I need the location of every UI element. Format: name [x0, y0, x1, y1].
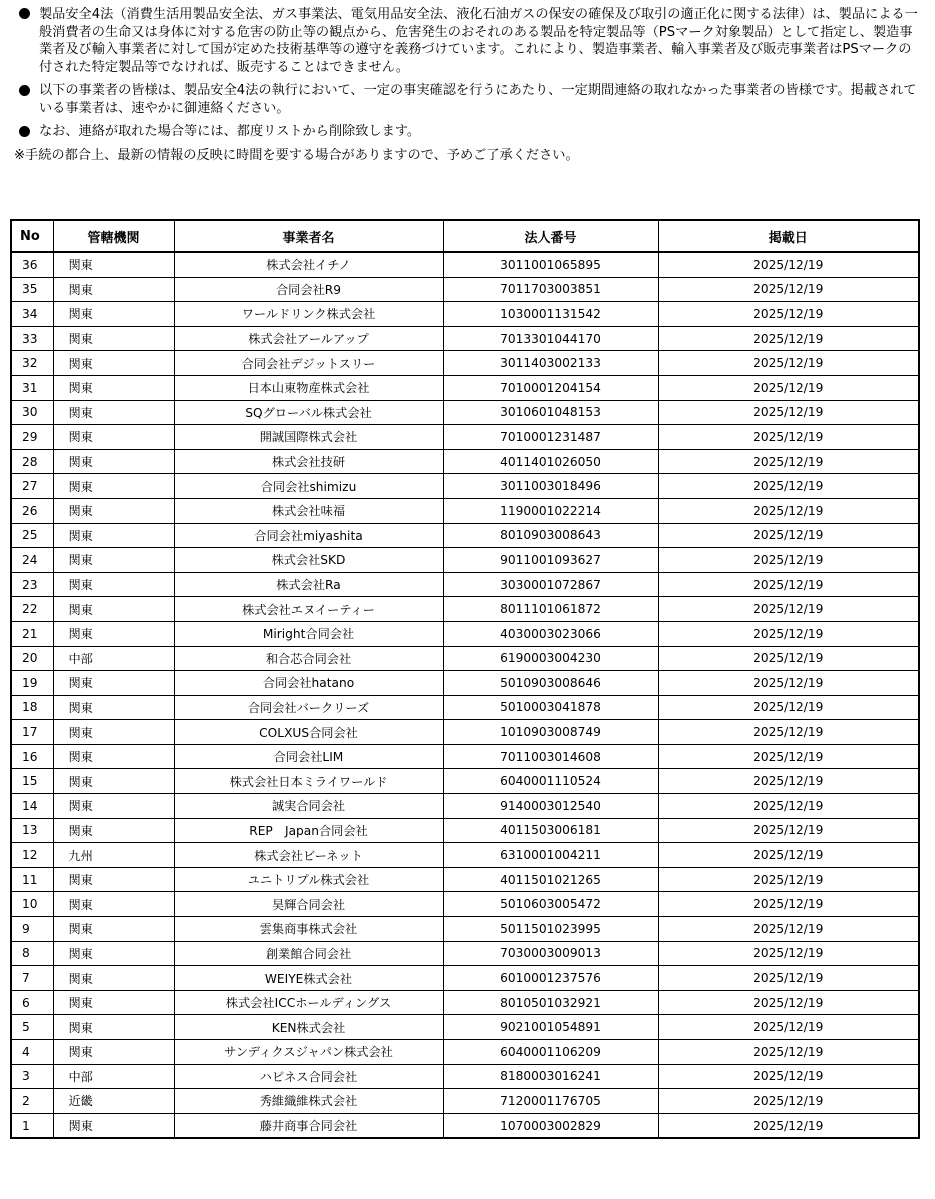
- cell-business-name: 株式会社技研: [174, 449, 443, 474]
- cell-posted-date: 2025/12/19: [658, 695, 919, 720]
- header-office: 管轄機関: [53, 220, 174, 252]
- cell-corporate-number: 4011401026050: [443, 449, 658, 474]
- cell-posted-date: 2025/12/19: [658, 671, 919, 696]
- cell-business-name: サンディクスジャパン株式会社: [174, 1040, 443, 1065]
- cell-no: 7: [11, 966, 53, 991]
- bullet-dot-icon: [19, 8, 30, 19]
- cell-office: 関東: [53, 990, 174, 1015]
- notice-text-ps-law: 製品安全4法（消費生活用製品安全法、ガス事業法、電気用品安全法、液化石油ガスの保安の確保及び取引の適正化に関する法律）は、製品による一般消費者の生命又は身体に対する危害の防止等の観点から、危害発生のおそれのある製品を特定製品等（PSマーク対象製品）として指定し、製造事業者及び輸入事業者に対して国が定めた技術基準等の遵守を義務づけています。これにより、製造事業者、輸入事業者及び販売事業者はPSマークの付された特定製品等でなければ、販売することはできません。: [39, 7, 918, 75]
- cell-office: 関東: [53, 523, 174, 548]
- table-row: [11, 302, 919, 327]
- cell-posted-date: 2025/12/19: [658, 1113, 919, 1138]
- cell-posted-date: 2025/12/19: [658, 818, 919, 843]
- cell-corporate-number: 7011703003851: [443, 277, 658, 302]
- cell-corporate-number: 8011101061872: [443, 597, 658, 622]
- cell-no: 2: [11, 1089, 53, 1114]
- header-no: No: [11, 220, 53, 252]
- cell-office: 関東: [53, 1040, 174, 1065]
- cell-business-name: 日本山東物産株式会社: [174, 375, 443, 400]
- cell-business-name: ユニトリプル株式会社: [174, 867, 443, 892]
- cell-business-name: 株式会社Ra: [174, 572, 443, 597]
- bullet-dot-icon: [19, 126, 30, 137]
- notice-bullet: [14, 6, 919, 76]
- table-row: [11, 351, 919, 376]
- cell-posted-date: 2025/12/19: [658, 646, 919, 671]
- cell-posted-date: 2025/12/19: [658, 474, 919, 499]
- cell-no: 30: [11, 400, 53, 425]
- cell-posted-date: 2025/12/19: [658, 548, 919, 573]
- cell-no: 5: [11, 1015, 53, 1040]
- cell-no: 27: [11, 474, 53, 499]
- cell-office: 中部: [53, 1064, 174, 1089]
- cell-business-name: 株式会社アールアップ: [174, 326, 443, 351]
- cell-no: 22: [11, 597, 53, 622]
- cell-no: 11: [11, 867, 53, 892]
- cell-posted-date: 2025/12/19: [658, 326, 919, 351]
- cell-posted-date: 2025/12/19: [658, 252, 919, 277]
- cell-office: 関東: [53, 671, 174, 696]
- table-row: [11, 1089, 919, 1114]
- table-row: [11, 941, 919, 966]
- cell-corporate-number: 7030003009013: [443, 941, 658, 966]
- cell-office: 関東: [53, 744, 174, 769]
- cell-business-name: 株式会社日本ミライワールド: [174, 769, 443, 794]
- table-row: [11, 867, 919, 892]
- cell-business-name: Miright合同会社: [174, 621, 443, 646]
- cell-business-name: SQグローバル株式会社: [174, 400, 443, 425]
- cell-posted-date: 2025/12/19: [658, 941, 919, 966]
- cell-business-name: ワールドリンク株式会社: [174, 302, 443, 327]
- cell-business-name: 誠実合同会社: [174, 794, 443, 819]
- cell-posted-date: 2025/12/19: [658, 351, 919, 376]
- cell-office: 関東: [53, 621, 174, 646]
- cell-posted-date: 2025/12/19: [658, 375, 919, 400]
- table-row: [11, 449, 919, 474]
- cell-posted-date: 2025/12/19: [658, 277, 919, 302]
- header-business-name: 事業者名: [174, 220, 443, 252]
- cell-posted-date: 2025/12/19: [658, 892, 919, 917]
- cell-corporate-number: 5010903008646: [443, 671, 658, 696]
- table-row: [11, 744, 919, 769]
- cell-business-name: 株式会社SKD: [174, 548, 443, 573]
- cell-posted-date: 2025/12/19: [658, 794, 919, 819]
- cell-no: 21: [11, 621, 53, 646]
- cell-office: 関東: [53, 449, 174, 474]
- cell-corporate-number: 1030001131542: [443, 302, 658, 327]
- cell-office: 関東: [53, 474, 174, 499]
- cell-corporate-number: 9021001054891: [443, 1015, 658, 1040]
- table-row: [11, 400, 919, 425]
- cell-business-name: COLXUS合同会社: [174, 720, 443, 745]
- cell-business-name: REP Japan合同会社: [174, 818, 443, 843]
- table-row: [11, 892, 919, 917]
- cell-corporate-number: 7010001231487: [443, 425, 658, 450]
- notice-section: [14, 6, 919, 164]
- cell-posted-date: 2025/12/19: [658, 621, 919, 646]
- cell-no: 16: [11, 744, 53, 769]
- cell-office: 関東: [53, 695, 174, 720]
- cell-corporate-number: 6040001106209: [443, 1040, 658, 1065]
- cell-office: 関東: [53, 400, 174, 425]
- cell-corporate-number: 7010001204154: [443, 375, 658, 400]
- cell-corporate-number: 6040001110524: [443, 769, 658, 794]
- cell-corporate-number: 7120001176705: [443, 1089, 658, 1114]
- table-row: [11, 917, 919, 942]
- table-row: [11, 326, 919, 351]
- cell-posted-date: 2025/12/19: [658, 449, 919, 474]
- cell-office: 関東: [53, 818, 174, 843]
- cell-office: 関東: [53, 326, 174, 351]
- cell-no: 36: [11, 252, 53, 277]
- header-corporate-number: 法人番号: [443, 220, 658, 252]
- table-row: [11, 498, 919, 523]
- cell-posted-date: 2025/12/19: [658, 769, 919, 794]
- cell-office: 関東: [53, 867, 174, 892]
- table-header-row: [11, 220, 919, 252]
- cell-office: 近畿: [53, 1089, 174, 1114]
- table-row: [11, 990, 919, 1015]
- cell-business-name: 藤井商事合同会社: [174, 1113, 443, 1138]
- cell-no: 9: [11, 917, 53, 942]
- table-row: [11, 1040, 919, 1065]
- cell-business-name: 株式会社ICCホールディングス: [174, 990, 443, 1015]
- cell-office: 関東: [53, 302, 174, 327]
- cell-corporate-number: 4011501021265: [443, 867, 658, 892]
- cell-no: 8: [11, 941, 53, 966]
- cell-business-name: 株式会社味福: [174, 498, 443, 523]
- cell-no: 31: [11, 375, 53, 400]
- cell-posted-date: 2025/12/19: [658, 572, 919, 597]
- cell-corporate-number: 6310001004211: [443, 843, 658, 868]
- cell-business-name: WEIYE株式会社: [174, 966, 443, 991]
- cell-no: 13: [11, 818, 53, 843]
- unreachable-business-table: [10, 219, 920, 1139]
- table-row: [11, 671, 919, 696]
- table-row: [11, 1064, 919, 1089]
- cell-corporate-number: 3011403002133: [443, 351, 658, 376]
- cell-corporate-number: 3011003018496: [443, 474, 658, 499]
- cell-no: 26: [11, 498, 53, 523]
- cell-no: 24: [11, 548, 53, 573]
- table-row: [11, 474, 919, 499]
- cell-posted-date: 2025/12/19: [658, 867, 919, 892]
- cell-corporate-number: 5010003041878: [443, 695, 658, 720]
- table-row: [11, 966, 919, 991]
- bullet-dot-icon: [19, 85, 30, 96]
- cell-no: 19: [11, 671, 53, 696]
- cell-office: 関東: [53, 1113, 174, 1138]
- cell-posted-date: 2025/12/19: [658, 1040, 919, 1065]
- cell-office: 関東: [53, 1015, 174, 1040]
- table-row: [11, 523, 919, 548]
- cell-business-name: 秀維織維株式会社: [174, 1089, 443, 1114]
- cell-office: 関東: [53, 794, 174, 819]
- cell-corporate-number: 8010501032921: [443, 990, 658, 1015]
- cell-office: 関東: [53, 425, 174, 450]
- cell-business-name: 雲集商事株式会社: [174, 917, 443, 942]
- cell-office: 関東: [53, 941, 174, 966]
- cell-business-name: 合同会社shimizu: [174, 474, 443, 499]
- cell-corporate-number: 7013301044170: [443, 326, 658, 351]
- cell-posted-date: 2025/12/19: [658, 720, 919, 745]
- cell-business-name: 合同会社バークリーズ: [174, 695, 443, 720]
- cell-business-name: ハピネス合同会社: [174, 1064, 443, 1089]
- cell-office: 関東: [53, 597, 174, 622]
- cell-business-name: 株式会社ビーネット: [174, 843, 443, 868]
- cell-corporate-number: 3030001072867: [443, 572, 658, 597]
- table-row: [11, 1015, 919, 1040]
- cell-no: 23: [11, 572, 53, 597]
- cell-office: 関東: [53, 769, 174, 794]
- cell-no: 25: [11, 523, 53, 548]
- cell-corporate-number: 6190003004230: [443, 646, 658, 671]
- table-row: [11, 1113, 919, 1138]
- cell-corporate-number: 1070003002829: [443, 1113, 658, 1138]
- table-row: [11, 548, 919, 573]
- cell-posted-date: 2025/12/19: [658, 523, 919, 548]
- cell-office: 関東: [53, 966, 174, 991]
- cell-corporate-number: 5011501023995: [443, 917, 658, 942]
- table-row: [11, 277, 919, 302]
- cell-corporate-number: 6010001237576: [443, 966, 658, 991]
- cell-business-name: KEN株式会社: [174, 1015, 443, 1040]
- notice-text-unreachable: 以下の事業者の皆様は、製品安全4法の執行において、一定の事実確認を行うにあたり、一定期間連絡の取れなかった事業者の皆様です。掲載されている事業者は、速やかに御連絡ください。: [39, 83, 917, 116]
- table-row: [11, 695, 919, 720]
- cell-no: 14: [11, 794, 53, 819]
- table-row: [11, 425, 919, 450]
- table-row: [11, 843, 919, 868]
- cell-posted-date: 2025/12/19: [658, 1064, 919, 1089]
- cell-corporate-number: 7011003014608: [443, 744, 658, 769]
- cell-business-name: 合同会社R9: [174, 277, 443, 302]
- cell-corporate-number: 8180003016241: [443, 1064, 658, 1089]
- header-posted-date: 掲載日: [658, 220, 919, 252]
- disclaimer-text: ※手続の都合上、最新の情報の反映に時間を要する場合がありますので、予めご了承ください。: [14, 147, 579, 163]
- cell-business-name: 株式会社イチノ: [174, 252, 443, 277]
- cell-office: 関東: [53, 917, 174, 942]
- table-row: [11, 597, 919, 622]
- cell-posted-date: 2025/12/19: [658, 302, 919, 327]
- cell-posted-date: 2025/12/19: [658, 498, 919, 523]
- cell-no: 33: [11, 326, 53, 351]
- notice-bullet: [14, 123, 919, 141]
- cell-business-name: 株式会社エヌイーティー: [174, 597, 443, 622]
- cell-office: 中部: [53, 646, 174, 671]
- table-row: [11, 794, 919, 819]
- cell-office: 関東: [53, 252, 174, 277]
- cell-office: 九州: [53, 843, 174, 868]
- cell-office: 関東: [53, 375, 174, 400]
- cell-posted-date: 2025/12/19: [658, 843, 919, 868]
- cell-posted-date: 2025/12/19: [658, 400, 919, 425]
- cell-business-name: 合同会社miyashita: [174, 523, 443, 548]
- cell-posted-date: 2025/12/19: [658, 744, 919, 769]
- table-row: [11, 375, 919, 400]
- cell-posted-date: 2025/12/19: [658, 990, 919, 1015]
- cell-business-name: 創業館合同会社: [174, 941, 443, 966]
- cell-corporate-number: 9140003012540: [443, 794, 658, 819]
- cell-corporate-number: 4030003023066: [443, 621, 658, 646]
- cell-corporate-number: 3010601048153: [443, 400, 658, 425]
- table-row: [11, 646, 919, 671]
- table-row: [11, 720, 919, 745]
- cell-business-name: 合同会社LIM: [174, 744, 443, 769]
- cell-posted-date: 2025/12/19: [658, 1015, 919, 1040]
- table-body: [11, 252, 919, 1138]
- cell-no: 6: [11, 990, 53, 1015]
- cell-no: 32: [11, 351, 53, 376]
- table-row: [11, 572, 919, 597]
- cell-no: 34: [11, 302, 53, 327]
- cell-corporate-number: 5010603005472: [443, 892, 658, 917]
- cell-office: 関東: [53, 277, 174, 302]
- cell-corporate-number: 3011001065895: [443, 252, 658, 277]
- cell-no: 1: [11, 1113, 53, 1138]
- cell-business-name: 合同会社デジットスリー: [174, 351, 443, 376]
- table-row: [11, 818, 919, 843]
- cell-no: 28: [11, 449, 53, 474]
- cell-business-name: 合同会社hatano: [174, 671, 443, 696]
- cell-no: 15: [11, 769, 53, 794]
- cell-office: 関東: [53, 892, 174, 917]
- table-row: [11, 769, 919, 794]
- cell-office: 関東: [53, 572, 174, 597]
- cell-posted-date: 2025/12/19: [658, 597, 919, 622]
- cell-no: 17: [11, 720, 53, 745]
- cell-business-name: 昊輝合同会社: [174, 892, 443, 917]
- cell-business-name: 開誠国際株式会社: [174, 425, 443, 450]
- cell-posted-date: 2025/12/19: [658, 425, 919, 450]
- cell-no: 35: [11, 277, 53, 302]
- cell-corporate-number: 9011001093627: [443, 548, 658, 573]
- cell-business-name: 和合芯合同会社: [174, 646, 443, 671]
- cell-corporate-number: 8010903008643: [443, 523, 658, 548]
- table-row: [11, 252, 919, 277]
- cell-posted-date: 2025/12/19: [658, 917, 919, 942]
- cell-no: 4: [11, 1040, 53, 1065]
- cell-corporate-number: 4011503006181: [443, 818, 658, 843]
- cell-corporate-number: 1010903008749: [443, 720, 658, 745]
- cell-posted-date: 2025/12/19: [658, 1089, 919, 1114]
- cell-no: 10: [11, 892, 53, 917]
- cell-office: 関東: [53, 720, 174, 745]
- cell-corporate-number: 1190001022214: [443, 498, 658, 523]
- cell-no: 18: [11, 695, 53, 720]
- table-row: [11, 621, 919, 646]
- cell-posted-date: 2025/12/19: [658, 966, 919, 991]
- cell-no: 3: [11, 1064, 53, 1089]
- cell-office: 関東: [53, 498, 174, 523]
- cell-no: 12: [11, 843, 53, 868]
- cell-office: 関東: [53, 548, 174, 573]
- cell-no: 29: [11, 425, 53, 450]
- cell-no: 20: [11, 646, 53, 671]
- notice-bullet: [14, 82, 919, 117]
- cell-office: 関東: [53, 351, 174, 376]
- notice-text-removal: なお、連絡が取れた場合等には、都度リストから削除致します。: [39, 124, 421, 139]
